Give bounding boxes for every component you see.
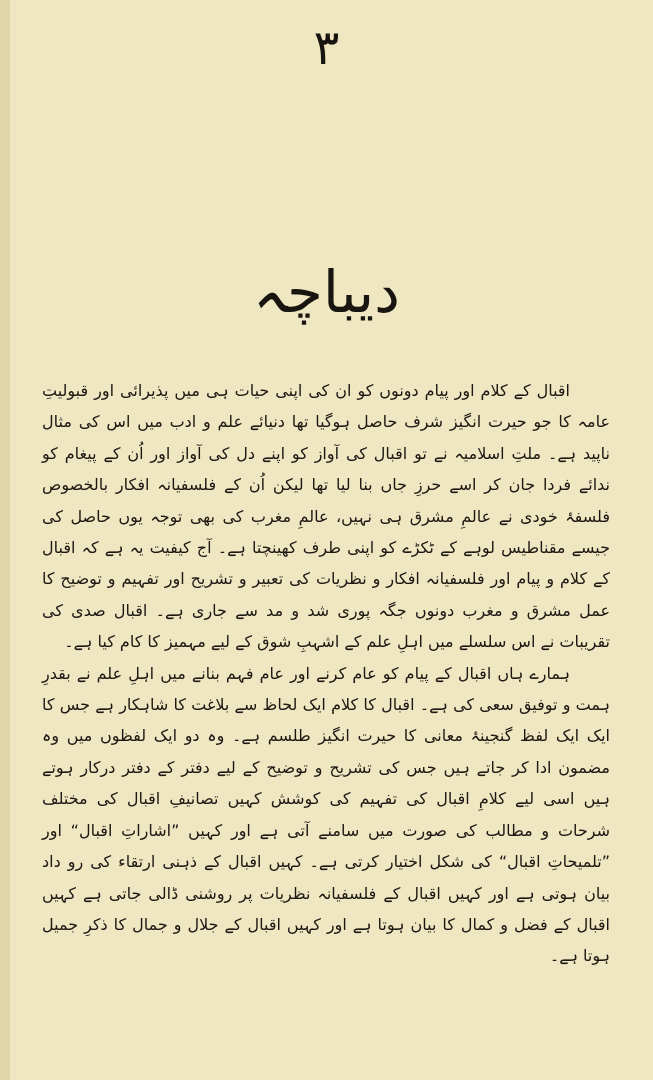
body-text	[42, 375, 610, 972]
paragraph-2: ہمارے ہاں اقبال کے پیام کو عام کرنے اور عام فہم بنانے میں اہلِ علم نے بقدرِ ہمت و توفیق سعی کی ہے۔ اقبال کا کلام ایک لحاظ سے بلاغت کا شاہکار ہے جس کا ایک ایک لفظ گنجینۂ معانی کا حیرت انگیز طلسم ہے۔ وہ دو ایک لفظوں میں وہ مضمون ادا کر جاتے ہیں جس کی تشریح و توضیح کے لیے دفتر کے دفتر درکار ہوتے ہیں اسی لیے کلامِ اقبال کی تفہیم کی کوشش کہیں تصانیفِ اقبال کی مختلف شرحات و مطالب کی صورت میں سامنے آتی ہے اور کہیں ”اشاراتِ اقبال“ اور ”تلمیحاتِ اقبال“ کی شکل اختیار کرتی ہے۔ کہیں اقبال کے ذہنی ارتقاء کی رو داد بیان ہوتی ہے اور کہیں اقبال کے فلسفیانہ نظریات پر روشنی ڈالی جاتی ہے کہیں اقبال کے فضل و کمال کا بیان ہوتا ہے اور کہیں اقبال کے جلال و جمال کا ذکرِ جمیل ہوتا ہے۔	[42, 663, 610, 966]
page-heading: دیباچہ	[253, 258, 400, 326]
paragraph-1: اقبال کے کلام اور پیام دونوں کو ان کی اپنی حیات ہی میں پذیرائی اور قبولیتِ عامہ کا جو حیرت انگیز شرف حاصل ہوگیا تھا دنیائے علم و ادب میں اس کی مثال ناپید ہے۔ ملتِ اسلامیہ نے تو اقبال کی آواز کو اپنے دل کی آواز اور اُن کے پیغام کو ندائے فردا جان کر اسے حرزِ جاں بنا لیا تھا لیکن اُن کے فلسفیانہ افکار بالخصوص فلسفۂ خودی نے عالمِ مشرق ہی نہیں، عالمِ مغرب کی بھی توجہ یوں حاصل کی جیسے مقناطیس لوہے کے ٹکڑے کو اپنی طرف کھینچتا ہے۔ آج کیفیت یہ ہے کہ اقبال کے کلام و پیام اور فلسفیانہ افکار و نظریات کی تعبیر و تشریح اور تفہیم و توضیح کا عمل مشرق و مغرب دونوں جگہ پوری شد و مد سے جاری ہے۔ اقبال صدی کی تقریبات نے اس سلسلے میں اہلِ علم کے اشہبِ شوق کے لیے مہمیز کا کام کیا ہے۔	[42, 381, 610, 652]
page-edge	[0, 0, 10, 1080]
page-number: ٣	[313, 20, 340, 76]
